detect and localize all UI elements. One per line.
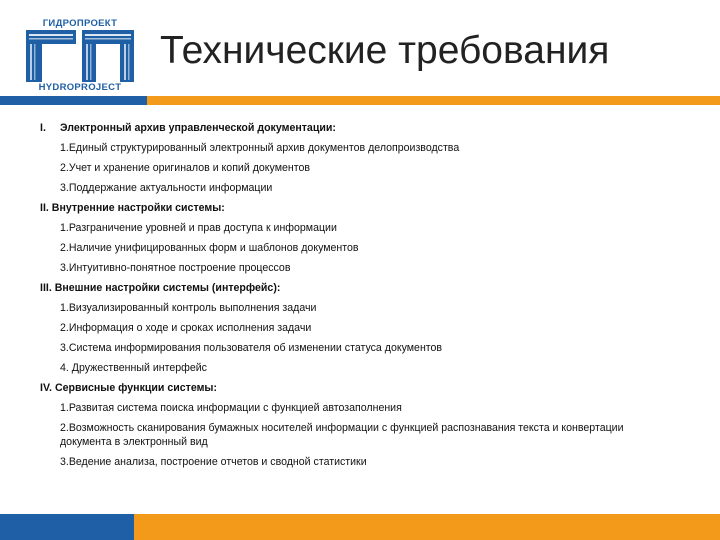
requirements-list [40, 121, 680, 475]
list-item: 1.Развитая система поиска информации с функцией автозаполнения [60, 402, 402, 414]
header-bar-orange [147, 96, 720, 105]
list-item: 3.Интуитивно-понятное построение процессов [60, 262, 291, 274]
section-number: IV. [40, 382, 52, 394]
section-heading [40, 201, 680, 215]
list-item: 2.Учет и хранение оригиналов и копий документов [60, 162, 310, 174]
section-heading [40, 281, 680, 295]
section-title: Сервисные функции системы: [54, 382, 217, 394]
list-item: 1.Разграничение уровней и прав доступа к информации [60, 222, 337, 234]
section-number: II. [40, 202, 49, 214]
list-item: 1.Единый структурированный электронный архив документов делопроизводства [60, 142, 460, 154]
list-item: 3.Ведение анализа, построение отчетов и сводной статистики [60, 456, 367, 468]
list-item: 2.Возможность сканирования бумажных носителей информации с функцией распознавания текста и конвертации документа в электронный вид [60, 422, 624, 448]
footer-bar-blue [0, 514, 134, 540]
section-title: Внутренние настройки системы: [51, 202, 225, 214]
logo-mark-icon [26, 30, 134, 82]
list-item: 3.Поддержание актуальности информации [60, 182, 273, 194]
list-item: 1.Визуализированный контроль выполнения задачи [60, 302, 317, 314]
list-item: 2.Информация о ходе и сроках исполнения задачи [60, 322, 312, 334]
section-title: Внешние настройки системы (интерфейс): [54, 282, 281, 294]
section-number: III. [40, 282, 52, 294]
logo-top-text: ГИДРОПРОЕКТ [42, 18, 118, 29]
list-item: 4. Дружественный интерфейс [60, 362, 207, 374]
list-item: 3.Система информирования пользователя об изменении статуса документов [60, 342, 443, 354]
list-item: 2.Наличие унифицированных форм и шаблонов документов [60, 242, 359, 254]
section-heading [40, 381, 680, 395]
section-title: Электронный архив управленческой документации: [60, 122, 336, 134]
section-number: I. [40, 122, 46, 134]
header-bar-blue [0, 96, 147, 105]
section-heading [40, 121, 680, 135]
page-title: Технические требования [160, 29, 610, 72]
logo-bottom-text: HYDROPROJECT [38, 82, 122, 93]
footer-bar-orange [134, 514, 720, 540]
company-logo [24, 18, 136, 93]
